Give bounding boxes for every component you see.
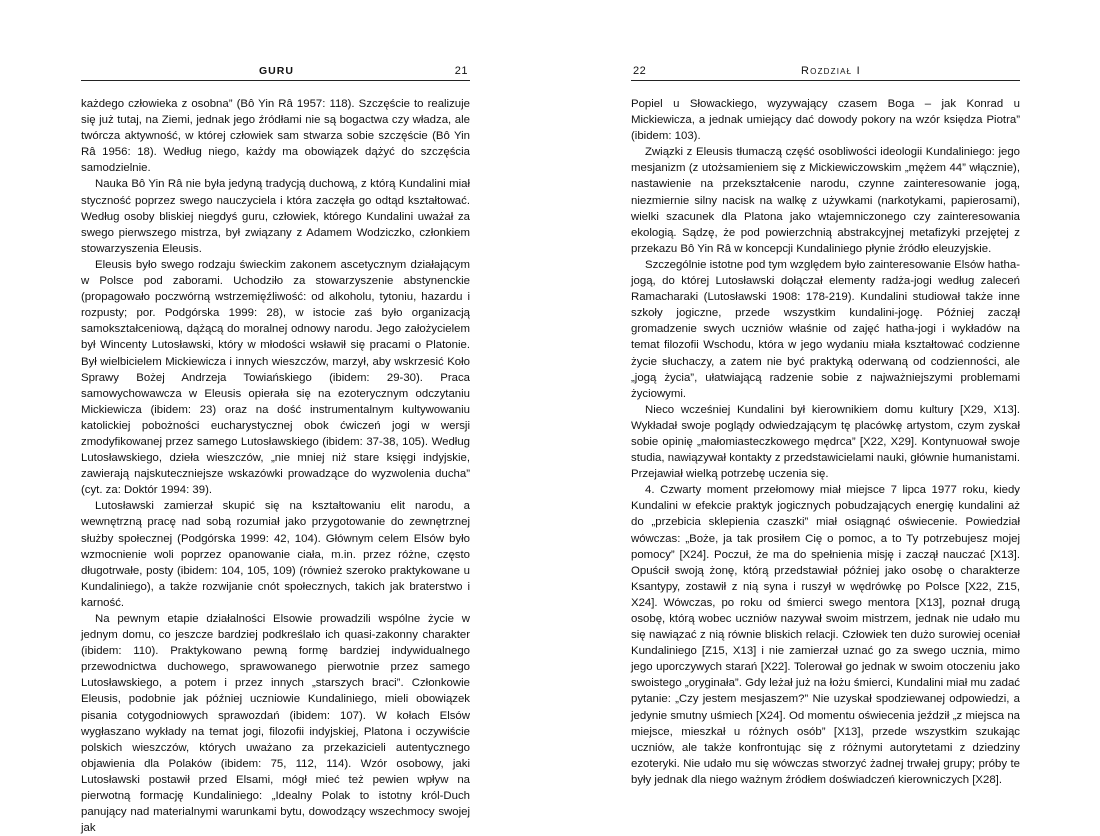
paragraph: Nieco wcześniej Kundalini był kierownikiem domu kultury [X29, X13]. Wykładał swoje poglądy odwiedzającym tę placówkę artystom, czym zyskał sobie opinię „małomiasteczkowego mędrca” [X22, X29]. Kontynuował swoje studia, nawiązywał kontakty z przedstawicielami nauki, głównie humanistami. Przejawiał wielką potrzebę uczenia się. [631, 403, 1020, 481]
paragraph: każdego człowieka z osobna” (Bô Yin Râ 1957: 118). Szczęście to realizuje się już tutaj, na Ziemi, jednak jego źródłami nie są bogactwa czy władza, ale twórcza aktywność, w której człowiek sam stwarza sobie szczęście (Bô Yin Râ 1956: 18). Według niego, każdy ma obowiązek dążyć do szczęścia samodzielnie. [81, 98, 470, 175]
running-head-title: GURU [259, 65, 294, 77]
running-head-title: Rozdział I [801, 65, 861, 77]
paragraph: Szczególnie istotne pod tym względem było zainteresowanie Elsów hatha-jogą, do której Lutosławski dołączał elementy radża-jogi według zaleceń Ramacharaki (Lutosławski 1908: 178-219). Kundalini studiował także inne szkoły jogiczne, przede wszystkim kundalini-jogę. Później zaczął gromadzenie swych uczniów właśnie od zajęć hatha-jogi i wykładów na temat filozofii Wschodu, która w jego wydaniu miała kształtować codzienne życie słuchaczy, a zatem nie być praktyką oderwaną od codzienności, ale „jogą życia”, ułatwiającą radzenie sobie z najważniejszymi problemami życiowymi. [631, 258, 1020, 400]
paragraph: Nauka Bô Yin Râ nie była jedyną tradycją duchową, z którą Kundalini miał styczność poprzez swego nauczyciela i która zaczęła go odtąd kształtować. Według osoby bliskiej niegdyś guru, człowiek, którego Kundalini uważał za swego pierwszego mistrza, był związany z Adamem Wodziczko, członkiem stowarzyszenia Eleusis. [81, 178, 470, 255]
running-head-left [81, 64, 470, 81]
paragraph: Na pewnym etapie działalności Elsowie prowadzili wspólne życie w jednym domu, co jeszcze bardziej podkreślało ich quasi-zakonny charakter (ibidem: 110). Praktykowano pewną formę bardziej indywidualnego przewodnictwa duchowego, sprawowanego pierwotnie przez samego Lutosławskiego, a potem i przez innych „starszych braci”. Członkowie Eleusis, podobnie jak później uczniowie Kundaliniego, mieli obowiązek pisania cotygodniowych sprawozdań (ibidem: 107). W kołach Elsów wygłaszano wykłady na temat jogi, filozofii indyjskiej, Platona i oczywiście polskich wieszczów, których uważano za przekazicieli autentycznego objawienia dla Polaków (ibidem: 75, 112, 114). Wzór osobowy, jaki Lutosławski postawił przed Elsami, mógł mieć też pewien wpływ na pierwotną formację Kundaliniego: „Idealny Polak to istotny król-Duch panujący nad materialnymi warunkami bytu, dowodzący wszechmocy swojej jak [81, 613, 470, 835]
page-number: 21 [454, 65, 468, 77]
page-body [81, 96, 470, 836]
left-page [81, 64, 470, 836]
paragraph: Związki z Eleusis tłumaczą część osobliwości ideologii Kundaliniego: jego mesjanizm (z utożsamieniem się z Mickiewiczowskim „mężem 44” włącznie), nastawienie na przekształcenie narodu, czynne zainteresowanie jogą, niezmiernie silny nacisk na walkę z używkami (narkotykami, papierosami), wielki szacunek dla Platona jako wtajemniczonego czy zainteresowania ekologią. Sądzę, że pod powierzchnią abstrakcyjnej metafizyki przejętej z przekazu Bô Yin Râ w koncepcji Kundaliniego płynie źródło eleuzyjskie. [631, 146, 1020, 255]
paragraph: Popiel u Słowackiego, wyzywający czasem Boga – jak Konrad u Mickiewicza, a jednak umiejący dać dowody pokory na wzór księdza Piotra” (ibidem: 103). [631, 98, 1020, 143]
right-page [631, 64, 1020, 788]
paragraph: 4. Czwarty moment przełomowy miał miejsce 7 lipca 1977 roku, kiedy Kundalini w efekcie praktyk jogicznych pobudzających energię kundalini aż do „przebicia sklepienia czaszki” miał osiągnąć oświecenie. Powiedział wówczas: „Boże, ja tak prosiłem Cię o pomoc, a to Ty potrzebujesz mojej pomocy” [X24]. Poczuł, że ma do spełnienia misję i zaczął nauczać [X13]. Opuścił swoją żonę, którą przedstawiał później jako osobę o charakterze Ksantypy, zostawił z nią syna i ruszył w wędrówkę po Polsce [X22, Z15, X24]. Wówczas, po roku od śmierci swego mentora [X13], poznał drugą osobę, którą wobec uczniów nazywał swoim mistrzem, jednak nie udało mu się nawiązać z nią równie bliskich relacji. Człowiek ten dużo surowiej oceniał Kundaliniego [Z15, X13] i nie zamierzał uznać go za swego ucznia, mimo jego uporczywych starań [X22]. Tolerował go jednak w swoim otoczeniu jako swoistego „oryginała”. Gdy leżał już na łożu śmierci, Kundalini miał mu zadać pytanie: „Czy jestem mesjaszem?” Nie uzyskał spodziewanej odpowiedzi, a jedynie smutny uśmiech [X24]. Od momentu oświecenia jeździł „z miejsca na miejsce, mieszkał u różnych osób” [X13], przede wszystkim szukając uczniów, ale także konfrontując się z różnymi autorytetami z dziedziny ezoteryki. Nie udało mu się wówczas stworzyć żadnej trwałej grupy; próby te były jednak dla niego ważnym źródłem doświadczeń kierowniczych [X28]. [631, 484, 1020, 786]
page-number: 22 [633, 65, 647, 77]
running-head-right [631, 64, 1020, 81]
paragraph: Lutosławski zamierzał skupić się na kształtowaniu elit narodu, a wewnętrzną pracę nad sobą rozumiał jako przygotowanie do zewnętrznej służby społecznej (Podgórska 1999: 42, 104). Głównym celem Elsów było wzmocnienie woli poprzez opanowanie ciała, m.in. przez różne, często długotrwałe, posty (ibidem: 104, 105, 109) (również szeroko praktykowane u Kundaliniego), a także rozwijanie cnót społecznych, takich jak braterstwo i karność. [81, 500, 470, 609]
page-body [631, 96, 1020, 788]
paragraph: Eleusis było swego rodzaju świeckim zakonem ascetycznym działającym w Polsce pod zaborami. Uchodziło za stowarzyszenie abstynenckie (propagowało poczwórną wstrzemięźliwość: od alkoholu, tytoniu, hazardu i rozpusty; por. Podgórska 1999: 28), w istocie zaś było organizacją samokształceniową, dążącą do moralnej odnowy narodu. Jego założycielem był Wincenty Lutosławski, który w młodości wsławił się pracami o Platonie. Był wielbicielem Mickiewicza i innych wieszczów, marzył, aby wskrzesić Koło Sprawy Bożej Andrzeja Towiańskiego (ibidem: 29-30). Praca samowychowawcza w Eleusis opierała się na ezoterycznym odczytaniu Mickiewicza (ibidem: 23) oraz na dość instrumentalnym kultywowaniu katolickiej pobożności eucharystycznej obok ćwiczeń jogi w wersji zmodyfikowanej przez samego Lutosławskiego (ibidem: 37-38, 105). Według Lutosławskiego, dzieła wieszczów, „nie mniej niż stare księgi indyjskie, zawierają najskuteczniejsze wskazówki prowadzące do wyzwolenia ducha” (cyt. za: Doktór 1994: 39). [81, 258, 470, 497]
